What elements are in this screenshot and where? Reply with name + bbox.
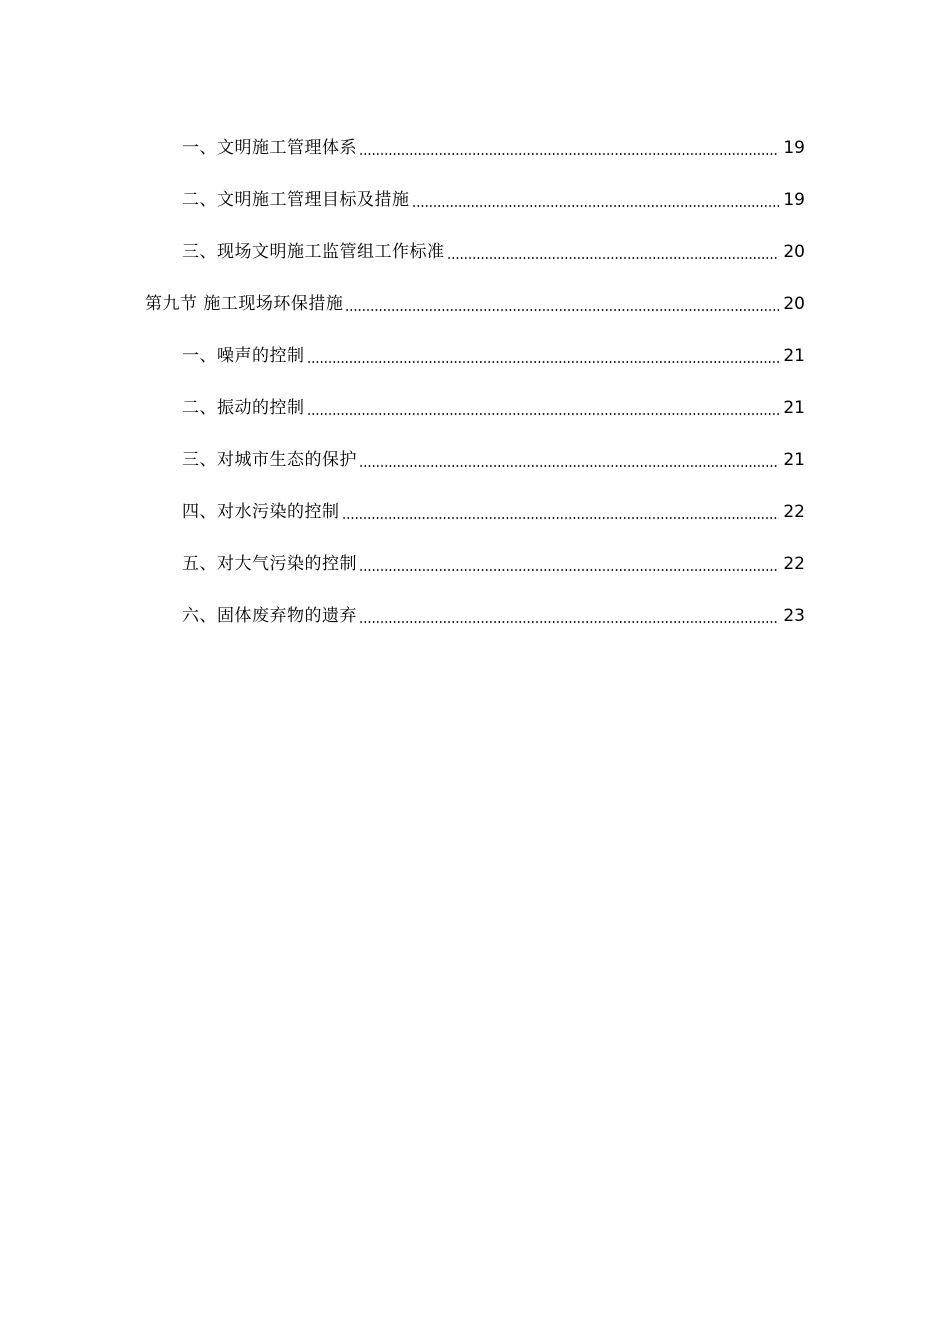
table-of-contents — [0, 122, 950, 642]
toc-dot-leader — [412, 183, 780, 217]
toc-entry-label: 一、噪声的控制 — [182, 346, 305, 366]
toc-entry-label: 二、振动的控制 — [182, 398, 305, 418]
toc-page-number: 22 — [783, 554, 805, 574]
toc-dot-leader — [345, 287, 779, 321]
toc-entry-vibration-control[interactable] — [0, 382, 950, 434]
toc-entry-label: 第九节 施工现场环保措施 — [145, 294, 344, 314]
toc-dot-leader — [359, 131, 779, 165]
toc-entry-noise-control[interactable] — [0, 330, 950, 382]
toc-page-number: 19 — [783, 138, 805, 158]
toc-entry-water-pollution[interactable] — [0, 486, 950, 538]
toc-entry-label: 一、文明施工管理体系 — [182, 138, 357, 158]
toc-dot-leader — [307, 339, 780, 373]
toc-entry-air-pollution[interactable] — [0, 538, 950, 590]
toc-page-number: 21 — [783, 346, 805, 366]
toc-dot-leader — [342, 495, 780, 529]
toc-entry-label: 二、文明施工管理目标及措施 — [182, 190, 410, 210]
toc-entry-label: 五、对大气污染的控制 — [182, 554, 357, 574]
toc-entry-label: 三、对城市生态的保护 — [182, 450, 357, 470]
toc-entry-urban-ecology[interactable] — [0, 434, 950, 486]
toc-entry-label: 六、固体废弃物的遗弃 — [182, 606, 357, 626]
toc-page-number: 20 — [783, 294, 805, 314]
toc-page-number: 21 — [783, 398, 805, 418]
toc-page-number: 20 — [783, 242, 805, 262]
toc-dot-leader — [359, 547, 779, 581]
toc-entry-civilized-construction-system[interactable] — [0, 122, 950, 174]
toc-dot-leader — [359, 443, 779, 477]
toc-entry-section-nine-environmental[interactable] — [0, 278, 950, 330]
toc-dot-leader — [359, 599, 779, 633]
toc-entry-civilized-construction-goals[interactable] — [0, 174, 950, 226]
toc-dot-leader — [447, 235, 780, 269]
toc-page-number: 23 — [783, 606, 805, 626]
toc-entry-label: 三、现场文明施工监管组工作标准 — [182, 242, 445, 262]
toc-entry-label: 四、对水污染的控制 — [182, 502, 340, 522]
toc-entry-solid-waste[interactable] — [0, 590, 950, 642]
toc-entry-supervision-standards[interactable] — [0, 226, 950, 278]
toc-page-number: 21 — [783, 450, 805, 470]
toc-page-number: 19 — [783, 190, 805, 210]
toc-page-number: 22 — [783, 502, 805, 522]
toc-dot-leader — [307, 391, 780, 425]
